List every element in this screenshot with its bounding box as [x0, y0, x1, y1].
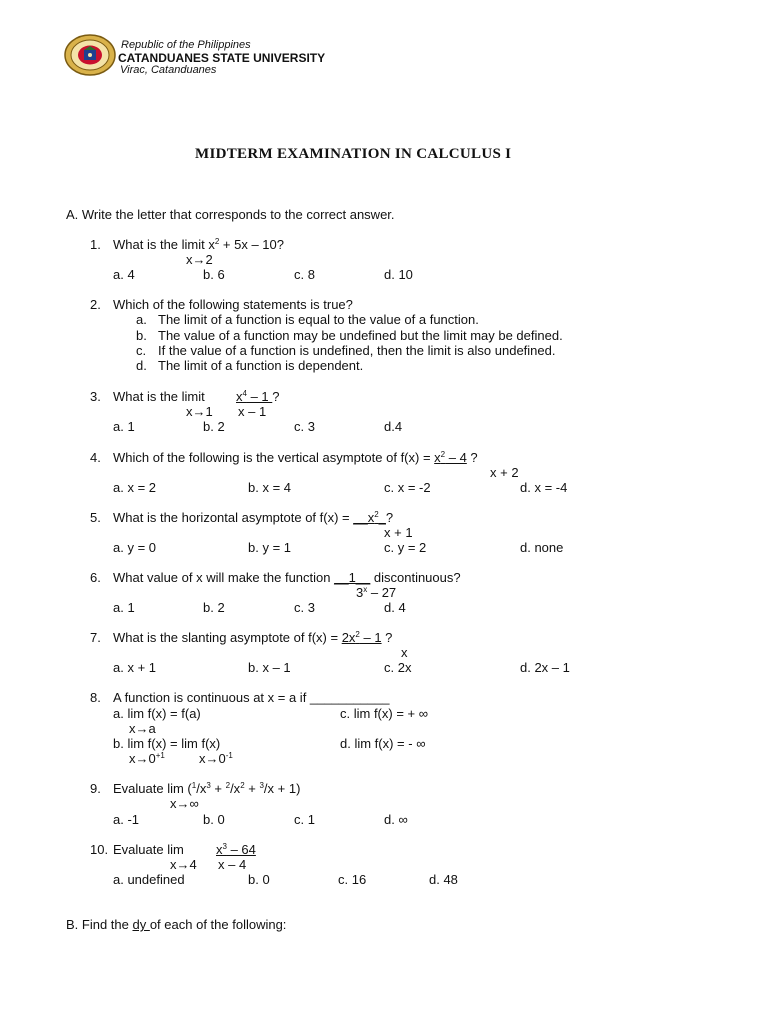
q5-number: 5.	[90, 510, 101, 525]
q5-choice-c: c. y = 2	[384, 540, 427, 555]
q2-stem: Which of the following statements is true?	[113, 297, 353, 312]
page-title: MIDTERM EXAMINATION IN CALCULUS I	[195, 146, 512, 162]
q5-choice-b: b. y = 1	[248, 540, 291, 555]
q6-choice-c: c. 3	[294, 600, 315, 615]
q1-limit-sub: x→2	[186, 252, 213, 267]
q8-number: 8.	[90, 690, 101, 705]
q1-stem: What is the limit $x^2 + 5x - 10$?	[113, 237, 285, 252]
q4-choice-d: d. x = -4	[520, 480, 568, 495]
section-b-instruction: B. Find the dy of each of the following:	[66, 917, 287, 932]
q9-choice-d: d. ∞	[384, 812, 408, 827]
q2-option-b-letter: b.	[136, 328, 147, 343]
q6-choice-a: a. 1	[113, 600, 135, 615]
q6-choice-d: d. 4	[384, 600, 406, 615]
q5-fraction-denominator: x + 1	[384, 525, 413, 540]
q7-choice-b: b. x – 1	[248, 660, 291, 675]
q6-fraction-denominator: 3$^x$ – 27	[356, 585, 397, 600]
q3-choice-b: b. 2	[203, 419, 225, 434]
q10-choice-a: a. undefined	[113, 872, 185, 887]
q10-stem: Evaluate lim	[113, 842, 184, 857]
q2-option-c: If the value of a function is undefined, then the limit is also undefined.	[158, 343, 556, 358]
q3-number: 3.	[90, 389, 101, 404]
q9-choice-c: c. 1	[294, 812, 315, 827]
q4-choice-c: c. x = -2	[384, 480, 431, 495]
q8-option-b: b. lim f(x) = lim f(x)	[113, 736, 221, 751]
q1-number: 1.	[90, 237, 101, 252]
q7-number: 7.	[90, 630, 101, 645]
q2-option-a-letter: a.	[136, 312, 147, 327]
q3-fraction-numerator: $x^4 - 1$ ?	[236, 389, 280, 404]
q7-fraction-denominator: x	[401, 645, 408, 660]
header-university: CATANDUANES STATE UNIVERSITY	[118, 51, 326, 65]
section-a-instruction: A. Write the letter that corresponds to the correct answer.	[66, 207, 395, 222]
q3-choice-a: a. 1	[113, 419, 135, 434]
header-republic: Republic of the Philippines	[121, 39, 251, 51]
q2-option-d: The limit of a function is dependent.	[158, 358, 364, 373]
q8-option-a-sub: x→a	[129, 721, 156, 736]
q1-choice-c: c. 8	[294, 267, 315, 282]
q2-option-c-letter: c.	[136, 343, 147, 358]
q2-number: 2.	[90, 297, 101, 312]
q7-stem: What is the slanting asymptote of $f(x) = 2x^2 - 1$ ?	[113, 630, 393, 645]
q3-choice-c: c. 3	[294, 419, 315, 434]
q6-number: 6.	[90, 570, 101, 585]
q3-choice-d: d.4	[384, 419, 403, 434]
q4-choice-a: a. x = 2	[113, 480, 156, 495]
q8-stem: A function is continuous at x = a if ___________	[113, 690, 390, 705]
q9-choice-b: b. 0	[203, 812, 225, 827]
q7-choice-c: c. 2x	[384, 660, 412, 675]
q10-limit-sub: x→4	[170, 857, 197, 872]
q6-stem: What value of x will make the function __1__ discontinuous?	[113, 570, 461, 585]
q5-stem: What is the horizontal asymptote of $f(x) = \_\_x^2\_$?	[113, 510, 394, 525]
q10-choice-b: b. 0	[248, 872, 270, 887]
university-seal-logo	[64, 34, 116, 76]
q10-fraction-denominator: x – 4	[218, 857, 247, 872]
q2-option-d-letter: d.	[136, 358, 147, 373]
q1-choice-a: a. 4	[113, 267, 135, 282]
q9-limit-sub: x→∞	[170, 796, 199, 811]
header-location: Virac, Catanduanes	[120, 64, 217, 76]
q10-choice-d: d. 48	[429, 872, 458, 887]
q8-option-c: c. lim f(x) = + ∞	[340, 706, 428, 721]
q1-choice-b: b. 6	[203, 267, 225, 282]
q9-stem: Evaluate $\lim (^1/x^3 + ^2/x^2 + ^3/x + 1)$	[113, 781, 301, 796]
q5-choice-d: d. none	[520, 540, 564, 555]
q7-choice-d: d. 2x – 1	[520, 660, 570, 675]
q10-number: 10.	[90, 842, 109, 857]
q10-fraction-numerator: $x^3 - 64$	[216, 842, 256, 857]
q8-option-b-sub-left: $x\to 0^{-1}$	[199, 751, 233, 766]
q4-number: 4.	[90, 450, 101, 465]
q5-choice-a: a. y = 0	[113, 540, 156, 555]
q10-choice-c: c. 16	[338, 872, 367, 887]
q4-stem: Which of the following is the vertical asymptote of $f(x) = x^2 - 4$ ?	[113, 450, 478, 465]
q4-fraction-denominator: x + 2	[490, 465, 519, 480]
q3-fraction-denominator: x – 1	[238, 404, 267, 419]
q6-choice-b: b. 2	[203, 600, 225, 615]
q2-option-a: The limit of a function is equal to the value of a function.	[158, 312, 479, 327]
q7-choice-a: a. x + 1	[113, 660, 156, 675]
q4-choice-b: b. x = 4	[248, 480, 291, 495]
q8-option-d: d. lim f(x) = - ∞	[340, 736, 426, 751]
q8-option-b-sub-right: $x\to 0^{+1}$	[129, 751, 165, 766]
q1-choice-d: d. 10	[384, 267, 413, 282]
q3-limit-sub: x→1	[186, 404, 213, 419]
q9-choice-a: a. -1	[113, 812, 140, 827]
q3-stem: What is the limit	[113, 389, 205, 404]
q8-option-a: a. lim f(x) = f(a)	[113, 706, 201, 721]
q9-number: 9.	[90, 781, 101, 796]
q2-option-b: The value of a function may be undefined but the limit may be defined.	[158, 328, 563, 343]
